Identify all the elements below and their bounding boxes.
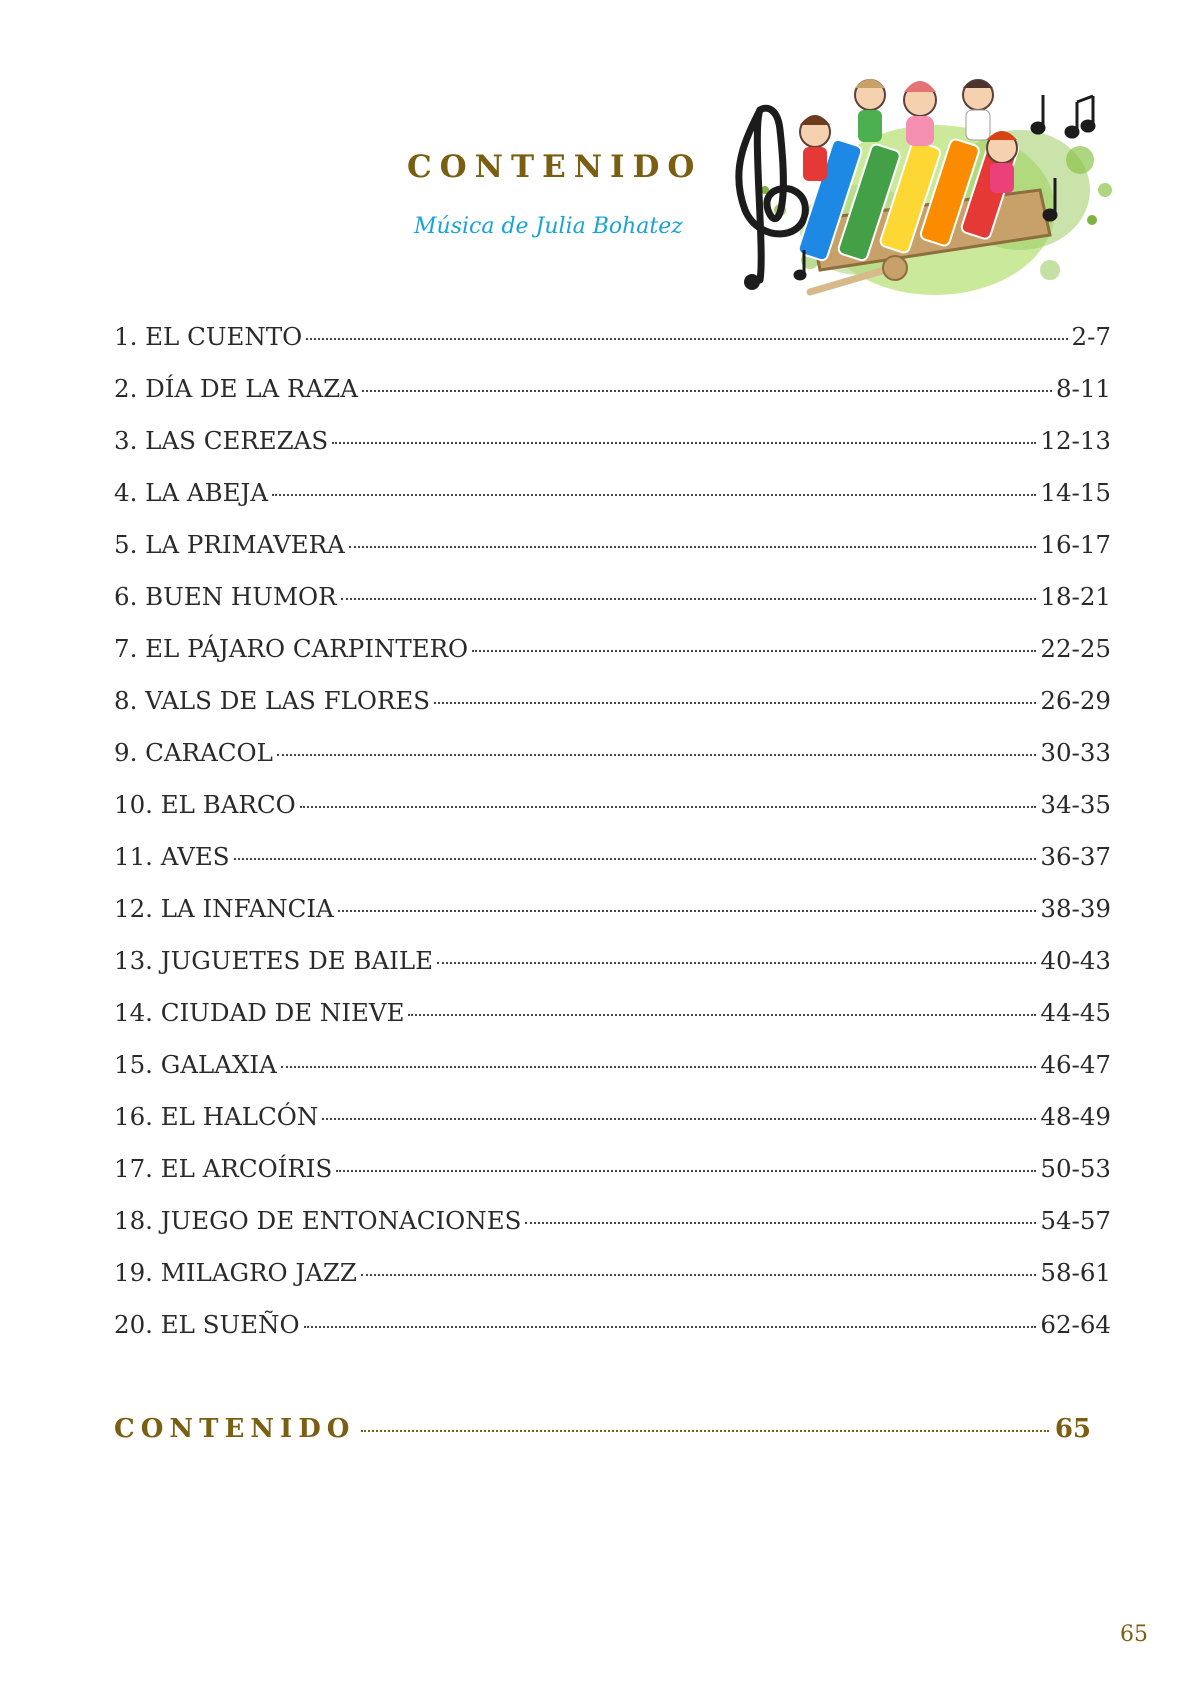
toc-entry-pages: 26-29 (1040, 686, 1111, 715)
toc-entry-pages: 12-13 (1040, 426, 1111, 455)
toc-entry-pages: 16-17 (1040, 530, 1111, 559)
toc-entry-pages: 2-7 (1071, 322, 1111, 351)
treble-clef-icon (739, 108, 806, 290)
toc-entry-pages: 38-39 (1040, 894, 1111, 923)
toc-entry-title: 19. MILAGRO JAZZ (114, 1258, 357, 1287)
toc-entry-pages: 40-43 (1040, 946, 1111, 975)
dot-leader (437, 962, 1036, 964)
toc-entry-title: 8. VALS DE LAS FLORES (114, 686, 431, 715)
dot-leader (332, 442, 1036, 444)
toc-entry-title: 7. EL PÁJARO CARPINTERO (114, 634, 469, 663)
toc-entry[interactable] (114, 1258, 1111, 1310)
toc-entry[interactable] (114, 530, 1111, 582)
toc-summary-entry[interactable] (114, 1414, 1091, 1444)
toc-entry[interactable] (114, 1310, 1111, 1362)
toc-entry-title: 16. EL HALCÓN (114, 1102, 319, 1131)
toc-entry-title: 4. LA ABEJA (114, 478, 269, 507)
dot-leader (300, 806, 1037, 808)
toc-entry[interactable] (114, 1050, 1111, 1102)
toc-entry[interactable] (114, 374, 1111, 426)
toc-entry[interactable] (114, 842, 1111, 894)
dot-leader (277, 754, 1037, 756)
toc-entry-pages: 14-15 (1040, 478, 1111, 507)
toc-entry-title: 15. GALAXIA (114, 1050, 277, 1079)
toc-entry-pages: 62-64 (1040, 1310, 1111, 1339)
toc-entry-pages: 36-37 (1040, 842, 1111, 871)
toc-entry-title: 10. EL BARCO (114, 790, 296, 819)
dot-leader (525, 1222, 1036, 1224)
dot-leader (434, 702, 1036, 704)
dot-leader (349, 546, 1037, 548)
page-title: CONTENIDO (407, 149, 703, 185)
dot-leader (234, 858, 1037, 860)
dot-leader (361, 1274, 1036, 1276)
children-playing-xylophone-illustration (720, 70, 1130, 310)
toc-entry-pages: 48-49 (1040, 1102, 1111, 1131)
dot-leader (338, 910, 1037, 912)
toc-entry-title: 18. JUEGO DE ENTONACIONES (114, 1206, 522, 1235)
table-of-contents (114, 322, 1111, 1362)
toc-entry-title: 20. EL SUEÑO (114, 1310, 300, 1339)
dot-leader (472, 650, 1036, 652)
toc-entry-title: 12. LA INFANCIA (114, 894, 334, 923)
toc-entry[interactable] (114, 582, 1111, 634)
toc-entry-pages: 8-11 (1055, 374, 1111, 403)
toc-entry-pages: 58-61 (1040, 1258, 1111, 1287)
dot-leader (304, 1326, 1037, 1328)
toc-entry-pages: 50-53 (1040, 1154, 1111, 1183)
page-number: 65 (1120, 1622, 1148, 1647)
toc-entry-title: 2. DÍA DE LA RAZA (114, 374, 358, 403)
toc-entry-title: 1. EL CUENTO (114, 322, 303, 351)
toc-entry-title: 11. AVES (114, 842, 230, 871)
toc-entry[interactable] (114, 686, 1111, 738)
toc-summary-label: CONTENIDO (114, 1414, 356, 1444)
toc-entry[interactable] (114, 322, 1111, 374)
toc-entry-pages: 18-21 (1040, 582, 1111, 611)
toc-entry-pages: 54-57 (1040, 1206, 1111, 1235)
dot-leader (408, 1014, 1036, 1016)
dot-leader (336, 1170, 1036, 1172)
toc-entry-title: 17. EL ARCOÍRIS (114, 1154, 333, 1183)
toc-entry[interactable] (114, 478, 1111, 530)
dot-leader (341, 598, 1037, 600)
page-subtitle: Música de Julia Bohatez (414, 214, 683, 239)
toc-entry-pages: 30-33 (1040, 738, 1111, 767)
toc-entry-pages: 22-25 (1040, 634, 1111, 663)
toc-entry[interactable] (114, 1154, 1111, 1206)
toc-entry-pages: 44-45 (1040, 998, 1111, 1027)
toc-entry-title: 14. CIUDAD DE NIEVE (114, 998, 405, 1027)
toc-entry-title: 9. CARACOL (114, 738, 273, 767)
toc-entry[interactable] (114, 894, 1111, 946)
toc-entry-title: 3. LAS CEREZAS (114, 426, 329, 455)
toc-entry-title: 13. JUGUETES DE BAILE (114, 946, 433, 975)
dot-leader (306, 338, 1067, 340)
toc-entry[interactable] (114, 1102, 1111, 1154)
dot-leader (361, 1430, 1048, 1432)
toc-entry[interactable] (114, 738, 1111, 790)
toc-entry[interactable] (114, 998, 1111, 1050)
dot-leader (272, 494, 1036, 496)
toc-entry-pages: 46-47 (1040, 1050, 1111, 1079)
toc-entry[interactable] (114, 946, 1111, 998)
toc-entry-title: 6. BUEN HUMOR (114, 582, 337, 611)
toc-entry[interactable] (114, 426, 1111, 478)
toc-entry-title: 5. LA PRIMAVERA (114, 530, 345, 559)
toc-summary-page: 65 (1054, 1414, 1091, 1444)
toc-entry[interactable] (114, 1206, 1111, 1258)
dot-leader (322, 1118, 1036, 1120)
dot-leader (362, 390, 1052, 392)
toc-entry-pages: 34-35 (1040, 790, 1111, 819)
toc-entry[interactable] (114, 790, 1111, 842)
toc-entry[interactable] (114, 634, 1111, 686)
dot-leader (281, 1066, 1037, 1068)
